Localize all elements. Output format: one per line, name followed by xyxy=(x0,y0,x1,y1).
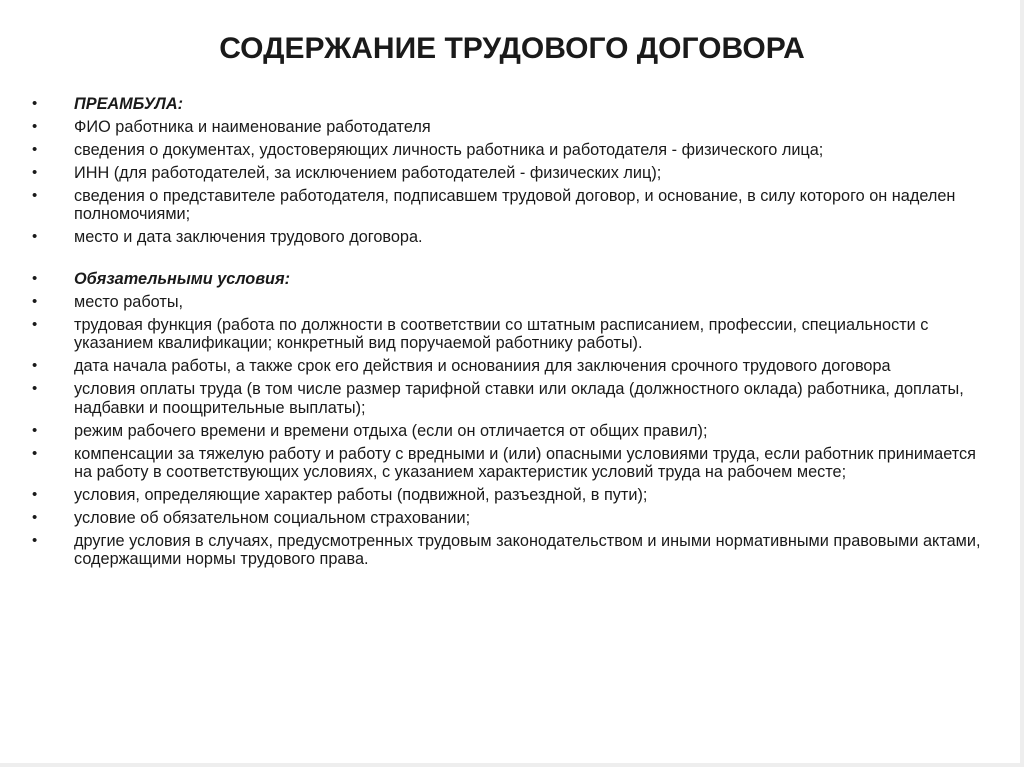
list-item xyxy=(32,445,992,482)
bullet-icon: • xyxy=(32,444,38,462)
bullet-icon: • xyxy=(32,509,38,527)
list-item-text: сведения о представителе работодателя, подписавшем трудовой договор, и основание, в силу которого он наделен полномочиями; xyxy=(74,187,956,224)
list-item-text: условия, определяющие характер работы (подвижной, разъездной, в пути); xyxy=(74,486,648,505)
list-item xyxy=(32,118,992,136)
bullet-icon: • xyxy=(32,380,38,398)
list-item-text: компенсации за тяжелую работу и работу с вредными и (или) опасными условиями труда, если работник принимается на работу в соответствующих условиях, с указанием характеристик условий труда на рабочем месте; xyxy=(74,444,976,482)
list-item-text: сведения о документах, удостоверяющих личность работника и работодателя - физического лица; xyxy=(74,141,824,159)
section-heading-text: ПРЕАМБУЛА: xyxy=(74,95,184,113)
bullet-icon: • xyxy=(32,292,38,310)
slide-edge-bottom xyxy=(0,763,1024,767)
bullet-icon: • xyxy=(32,421,38,439)
bullet-icon: • xyxy=(32,532,38,550)
bullet-icon: • xyxy=(32,164,38,181)
bullet-icon: • xyxy=(32,269,38,287)
bullet-icon: • xyxy=(32,187,38,204)
section-heading-preamble xyxy=(32,95,992,113)
list-item-text: условия оплаты труда (в том числе размер тарифной ставки или оклада (должностного оклада) работника, доплаты, надбавки и поощрительные выплаты); xyxy=(74,380,964,417)
section-heading-text: Обязательными условия: xyxy=(74,269,291,288)
bullet-icon: • xyxy=(32,141,38,158)
bullet-icon: • xyxy=(32,315,38,333)
list-item-text: место и дата заключения трудового договора. xyxy=(74,228,423,247)
list-item xyxy=(32,164,992,182)
bullet-icon: • xyxy=(32,486,38,504)
list-item-text: место работы, xyxy=(74,292,184,311)
list-item-text: дата начала работы, а также срок его действия и основаниия для заключения срочного трудового договора xyxy=(74,357,891,376)
bullet-icon: • xyxy=(32,228,38,246)
slide-title: СОДЕРЖАНИЕ ТРУДОВОГО ДОГОВОРА xyxy=(219,32,805,65)
list-item xyxy=(32,509,992,527)
list-item xyxy=(32,293,992,311)
list-item xyxy=(32,228,992,246)
content-list xyxy=(32,95,992,573)
list-item xyxy=(32,486,992,504)
list-item-text: режим рабочего времени и времени отдыха (если он отличается от общих правил); xyxy=(74,421,708,440)
list-item xyxy=(32,187,992,224)
list-item xyxy=(32,422,992,440)
list-item xyxy=(32,380,992,417)
list-item-text: ФИО работника и наименование работодателя xyxy=(74,118,431,136)
list-item-text: трудовая функция (работа по должности в соответствии со штатным расписанием, профессии, специальности с указанием квалификации; конкретный вид поручаемой работнику работы). xyxy=(74,315,929,353)
list-item-text: другие условия в случаях, предусмотренных трудовым законодательством и иными нормативными правовыми актами, содержащими нормы трудового права. xyxy=(74,532,981,569)
list-item xyxy=(32,532,992,569)
slide-edge-right xyxy=(1020,0,1024,767)
section-heading-mandatory xyxy=(32,270,992,288)
list-item xyxy=(32,141,992,159)
bullet-icon: • xyxy=(32,95,38,112)
list-item-text: ИНН (для работодателей, за исключением работодателей - физических лиц); xyxy=(74,164,662,182)
list-item xyxy=(32,316,992,353)
list-item xyxy=(32,357,992,375)
bullet-icon: • xyxy=(32,118,38,135)
list-item-text: условие об обязательном социальном страховании; xyxy=(74,509,471,528)
bullet-icon: • xyxy=(32,357,38,375)
